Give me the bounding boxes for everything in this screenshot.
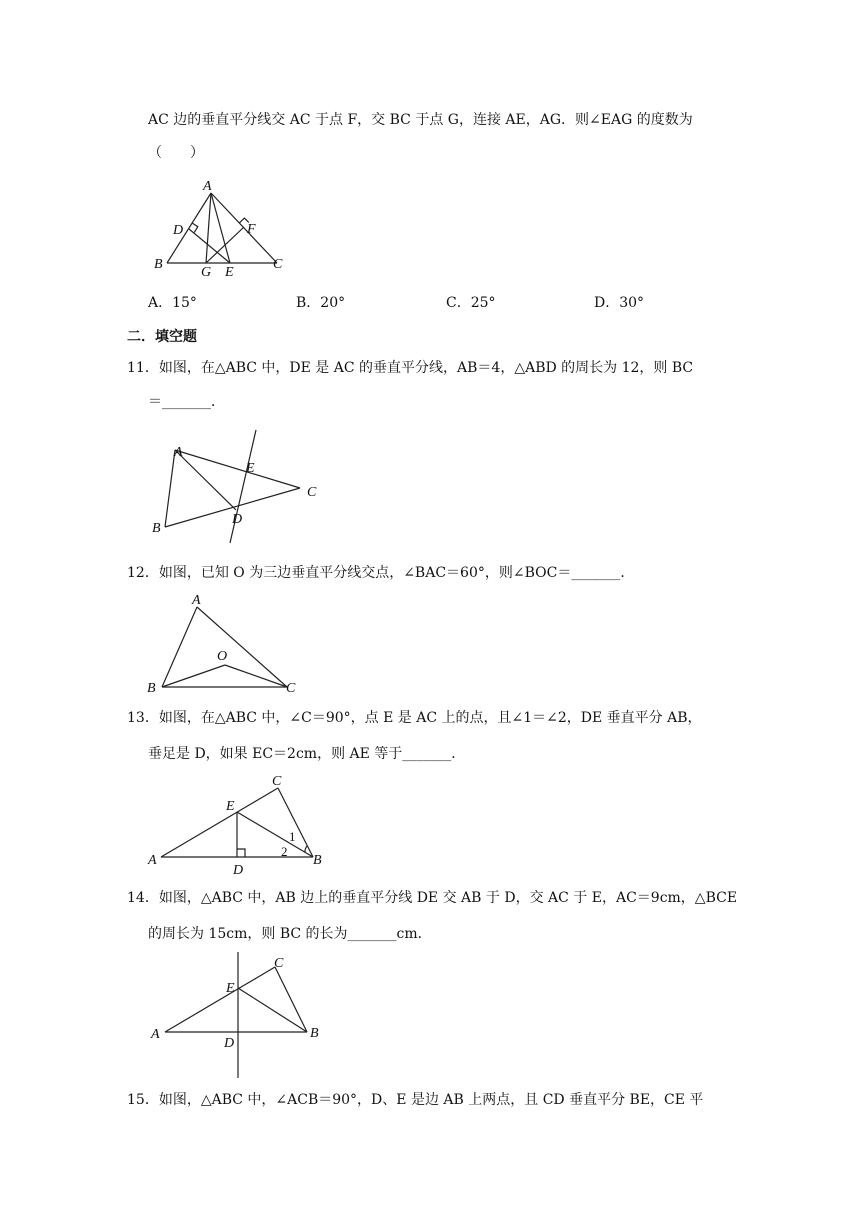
- q11-label-C: C: [307, 485, 317, 500]
- q10-label-C: C: [273, 257, 283, 272]
- q12-label-O: O: [217, 649, 228, 664]
- q13-label-angle-1: 1: [289, 829, 296, 844]
- section-heading: 二．填空题: [127, 329, 197, 345]
- q13-label-B: B: [313, 853, 322, 868]
- q14-label-D: D: [224, 1036, 235, 1051]
- q14-label-B: B: [310, 1026, 319, 1041]
- q12-text-line1: 12．如图，已知 O 为三边垂直平分线交点，∠BAC＝60°，则∠BOC＝_______．: [127, 565, 635, 581]
- q12-figure: [140, 592, 310, 697]
- q13-label-C: C: [272, 774, 282, 789]
- q10-option-c: C．25°: [446, 295, 496, 311]
- q14-label-E: E: [226, 981, 235, 996]
- q12-label-A: A: [192, 593, 201, 608]
- q11-text-line1: 11．如图，在△ABC 中，DE 是 AC 的垂直平分线，AB＝4，△ABD 的周长为 12，则 BC: [127, 360, 694, 376]
- q10-label-G: G: [201, 265, 212, 280]
- q13-label-A: A: [148, 853, 157, 868]
- q12-label-C: C: [286, 681, 296, 696]
- q13-text-line2: 垂足是 D，如果 EC＝2cm，则 AE 等于_______．: [148, 746, 466, 762]
- q15-text-line1: 15．如图，△ABC 中，∠ACB＝90°，D、E 是边 AB 上两点，且 CD 垂直平分 BE，CE 平: [127, 1092, 704, 1108]
- q14-text-line2: 的周长为 15cm，则 BC 的长为_______cm．: [148, 926, 432, 942]
- q11-text-line2: ＝_______．: [148, 394, 225, 410]
- q10-option-a: A．15°: [148, 295, 197, 311]
- q14-text-line1: 14．如图，△ABC 中，AB 边上的垂直平分线 DE 交 AB 于 D，交 AC 于 E，AC＝9cm，△BCE: [127, 890, 738, 906]
- q12-label-B: B: [147, 681, 156, 696]
- q10-figure: [145, 175, 295, 280]
- q14-figure: [140, 950, 340, 1080]
- q10-label-F: F: [247, 222, 256, 237]
- q10-label-B: B: [154, 257, 163, 272]
- q10-option-b: B．20°: [296, 295, 346, 311]
- q13-label-E: E: [226, 799, 235, 814]
- q13-text-line1: 13．如图，在△ABC 中，∠C＝90°，点 E 是 AC 上的点，且∠1＝∠2，DE 垂直平分 AB，: [127, 710, 702, 726]
- q10-label-E: E: [225, 265, 234, 280]
- q10-option-d: D．30°: [594, 295, 645, 311]
- q10-label-A: A: [203, 179, 212, 194]
- q14-label-C: C: [274, 956, 284, 971]
- q11-label-B: B: [152, 521, 161, 536]
- q11-figure: [140, 425, 340, 555]
- q10-text-line2: （ ）: [148, 145, 204, 161]
- q11-label-A: A: [174, 445, 183, 460]
- q13-label-angle-2: 2: [281, 844, 288, 859]
- q14-label-A: A: [151, 1027, 160, 1042]
- q11-label-E: E: [246, 461, 255, 476]
- q13-figure: [140, 770, 340, 880]
- q13-label-D: D: [233, 863, 244, 878]
- q10-text-line1: AC 边的垂直平分线交 AC 于点 F，交 BC 于点 G，连接 AE，AG．则∠EAG 的度数为: [148, 112, 693, 128]
- q11-label-D: D: [232, 512, 243, 527]
- q10-label-D: D: [173, 223, 184, 238]
